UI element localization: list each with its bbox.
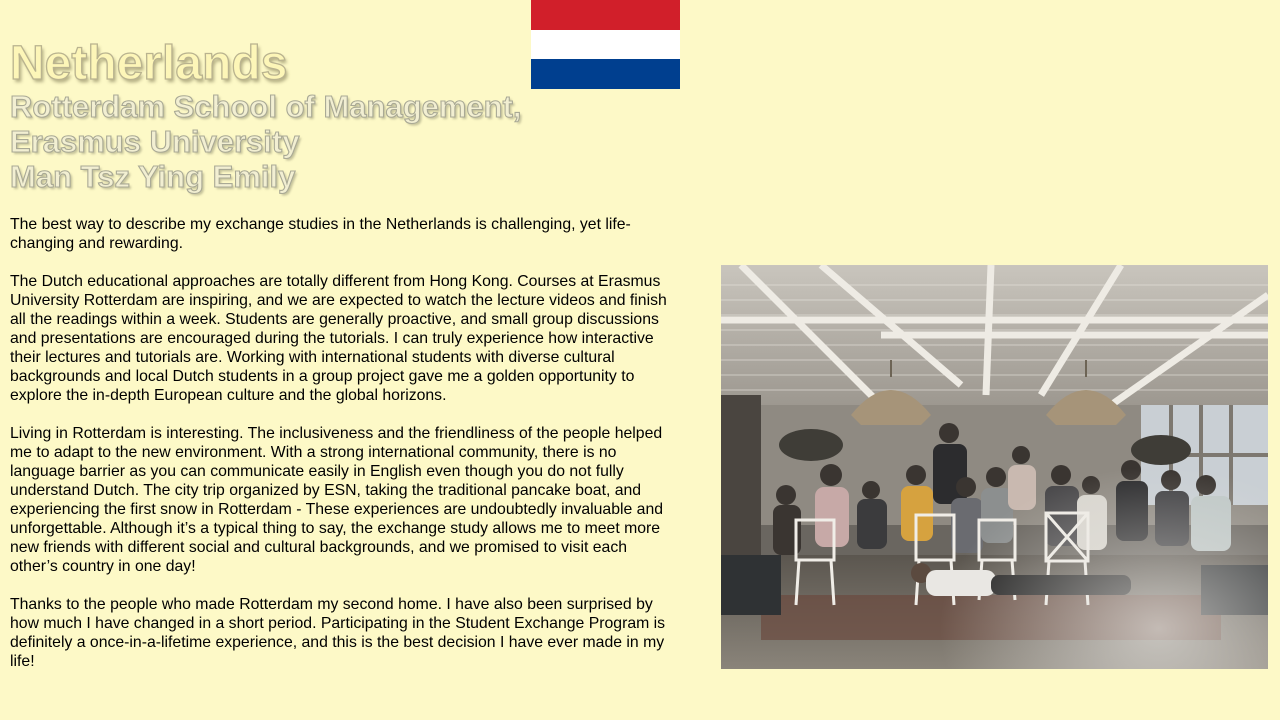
- netherlands-flag: [531, 0, 680, 89]
- flag-stripe-white: [531, 30, 680, 60]
- experience-text: [10, 215, 675, 690]
- student-name: Man Tsz Ying Emily: [10, 159, 296, 194]
- flag-stripe-blue: [531, 59, 680, 89]
- school-name-line-2: Erasmus University: [10, 124, 300, 159]
- paragraph-living: Living in Rotterdam is interesting. The inclusiveness and the friendliness of the people helped me to adapt to the new environment. With a strong international community, there is no language barrier as you can communicate easily in English even though you do not fully understand Dutch. The city trip organized by ESN, taking the traditional pancake boat, and experiencing the first snow in Rotterdam - These experiences are undoubtedly invaluable and unforgettable. Although it’s a typical thing to say, the exchange study allows me to meet more new friends with different social and cultural backgrounds, and we promised to visit each other’s country in one day!: [10, 425, 664, 575]
- paragraph-intro: The best way to describe my exchange studies in the Netherlands is challenging, yet life-changing and rewarding.: [10, 216, 631, 252]
- school-name-line-1: Rotterdam School of Management,: [10, 89, 522, 124]
- paragraph-thanks: Thanks to the people who made Rotterdam my second home. I have also been surprised by how much I have changed in a short period. Participating in the Student Exchange Program is definitely a once-in-a-lifetime experience, and this is the best decision I have ever made in my life!: [10, 596, 666, 670]
- country-title: Netherlands: [10, 37, 288, 90]
- group-photo: [721, 265, 1268, 669]
- flag-stripe-red: [531, 0, 680, 30]
- group-photo-illustration: [721, 265, 1268, 669]
- school-and-student-heading: [10, 89, 522, 194]
- paragraph-education: The Dutch educational approaches are totally different from Hong Kong. Courses at Erasmus University Rotterdam are inspiring, and we are expected to watch the lecture videos and finish all the readings within a week. Students are generally proactive, and small group discussions and presentations are encouraged during the tutorials. I can truly experience how interactive their lectures and tutorials are. Working with international students with diverse cultural backgrounds and local Dutch students in a group project gave me a golden opportunity to explore the in-depth European culture and the global horizons.: [10, 273, 667, 404]
